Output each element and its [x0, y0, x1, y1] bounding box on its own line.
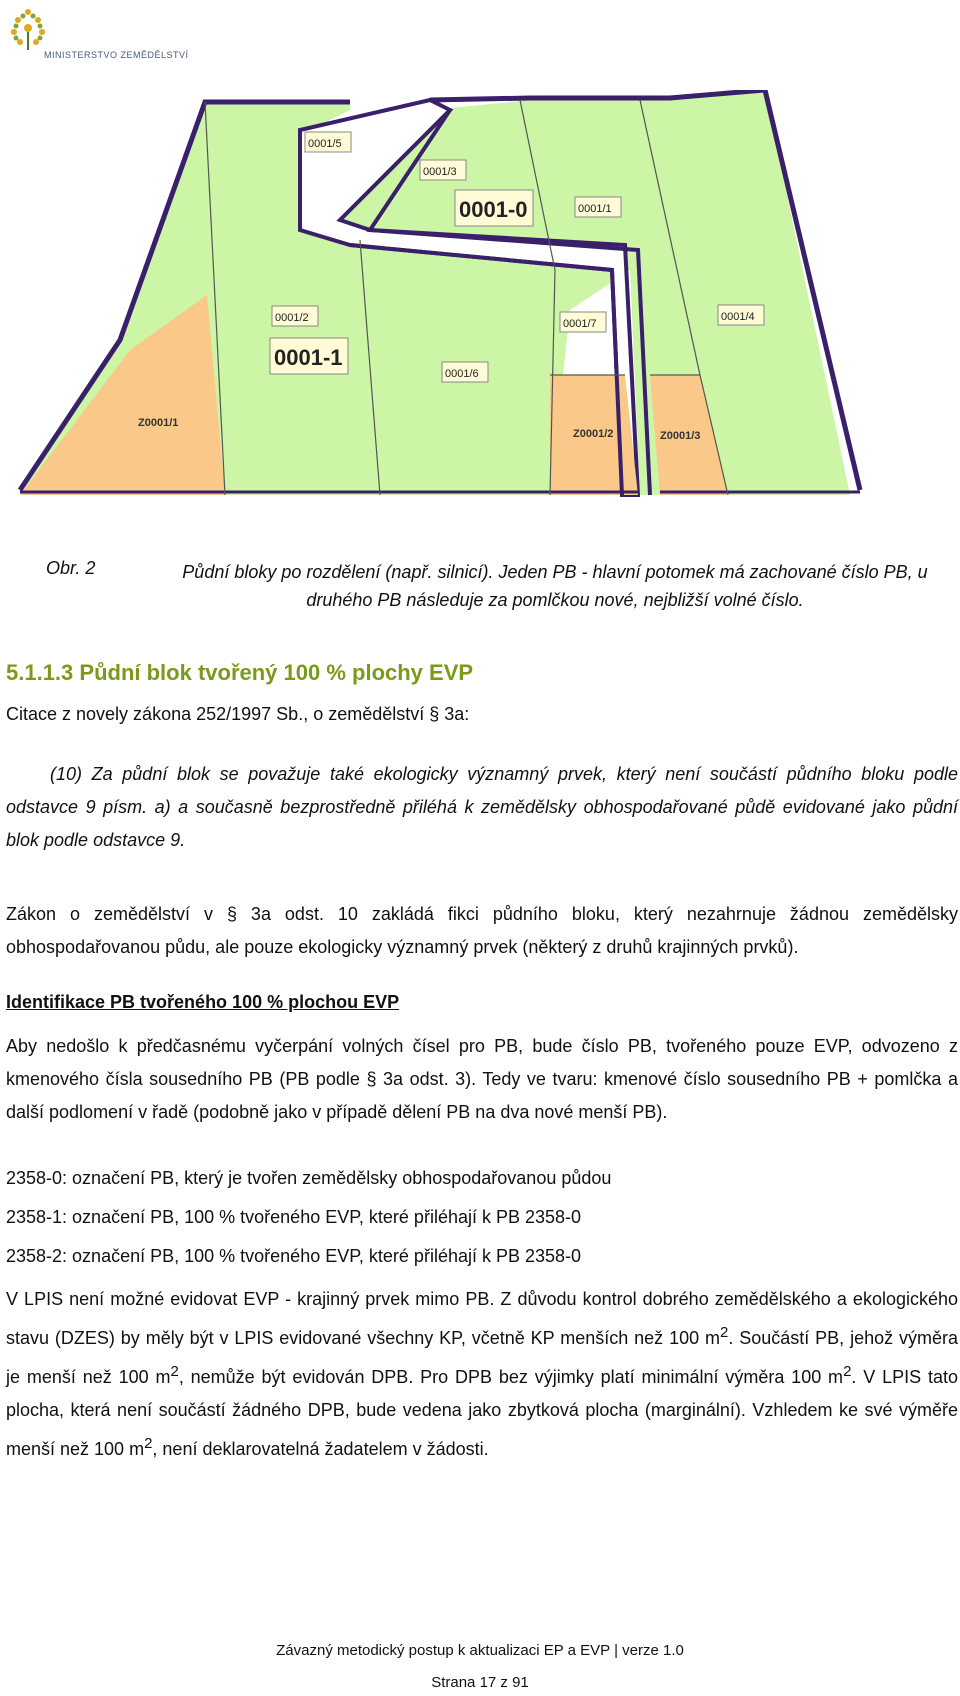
lpis-text-1: V LPIS není možné evidovat EVP - krajinný prvek mimo PB. Z důvodu kontrol dobrého zemědělského a ekologického stavu (DZES) by měly být v LPIS evidované všechny KP, včetně KP menších než 100 m [6, 1289, 958, 1348]
map-zone-z1 [20, 295, 225, 495]
identification-heading: Identifikace PB tvořeného 100 % plochou EVP [6, 992, 400, 1012]
example-item: 2358-0: označení PB, který je tvořen zemědělsky obhospodařovanou půdou [6, 1168, 612, 1188]
label-p5: 0001/5 [308, 138, 342, 150]
label-main1: 0001-1 [274, 345, 343, 370]
lpis-paragraph [6, 1283, 958, 1466]
superscript-2: 2 [144, 1435, 153, 1452]
label-p7: 0001/7 [563, 318, 597, 330]
label-p4: 0001/4 [721, 311, 755, 323]
lpis-text-4: . V LPIS tato plocha, která není součástí žádného DPB, bude vedena jako zbytková plocha (marginální). Vzhledem ke své výměře menší než 100 m [6, 1367, 959, 1459]
footer-title: Závazný metodický postup k aktualizaci EP a EVP | verze 1.0 [276, 1642, 684, 1659]
identification-text: Aby nedošlo k předčasnému vyčerpání volných čísel pro PB, bude číslo PB, tvořeného pouze EVP, odvozeno z kmenového čísla sousedního PB (PB podle § 3a odst. 3). Tedy ve tvaru: kmenové číslo sousedního PB + pomlčka a další podlomení v řadě (podobně jako v případě dělení PB na dva nové menší PB). [6, 1036, 958, 1122]
label-p6: 0001/6 [445, 368, 479, 380]
label-z2: Z0001/2 [573, 428, 614, 440]
label-p3: 0001/3 [423, 166, 457, 178]
label-z1: Z0001/1 [138, 417, 179, 429]
law-paragraph: Zákon o zemědělství v § 3a odst. 10 zakládá fikci půdního bloku, který nezahrnuje žádnou zemědělsky obhospodařovanou půdu, ale pouze ekologicky významný prvek (některý z druhů krajinných prvků). [6, 904, 958, 957]
logo-text: MINISTERSTVO ZEMĚDĚLSTVÍ [44, 50, 189, 60]
lpis-text-2: . Součástí PB, jehož výměra je menší než 100 m [6, 1328, 958, 1387]
caption-number: Obr. 2 [46, 558, 96, 578]
quote-paragraph: (10) Za půdní blok se považuje také ekologicky významný prvek, který není součástí půdního bloku podle odstavce 9 písm. a) a současně bezprostředně přiléhá k zemědělsky obhospodařované půdě evidované jako půdní blok podle odstavce 9. [6, 764, 958, 850]
caption-text: Půdní bloky po rozdělení (např. silnicí). Jeden PB - hlavní potomek má zachované číslo PB, u druhého PB následuje za pomlčkou nové, nejbližší volné číslo. [182, 562, 928, 610]
label-main0: 0001-0 [459, 197, 528, 222]
example-item: 2358-2: označení PB, 100 % tvořeného EVP, které přiléhají k PB 2358-0 [6, 1246, 582, 1266]
superscript-2: 2 [170, 1363, 179, 1380]
page-number: Strana 17 z 91 [431, 1674, 529, 1691]
superscript-2: 2 [720, 1324, 729, 1341]
citation-line: Citace z novely zákona 252/1997 Sb., o zemědělství § 3a: [6, 704, 470, 724]
superscript-2: 2 [843, 1363, 852, 1380]
example-item: 2358-1: označení PB, 100 % tvořeného EVP, které přiléhají k PB 2358-0 [6, 1207, 582, 1227]
lpis-text-3: , nemůže být evidován DPB. Pro DPB bez výjimky platí minimální výměra 100 m [178, 1367, 844, 1387]
label-p1: 0001/1 [578, 203, 612, 215]
label-z3: Z0001/3 [660, 430, 701, 442]
lpis-text-5: , není deklarovatelná žadatelem v žádosti. [152, 1439, 489, 1459]
land-block-map [10, 90, 940, 530]
section-heading: 5.1.1.3 Půdní blok tvořený 100 % plochy EVP [6, 660, 474, 685]
label-p2: 0001/2 [275, 312, 309, 324]
